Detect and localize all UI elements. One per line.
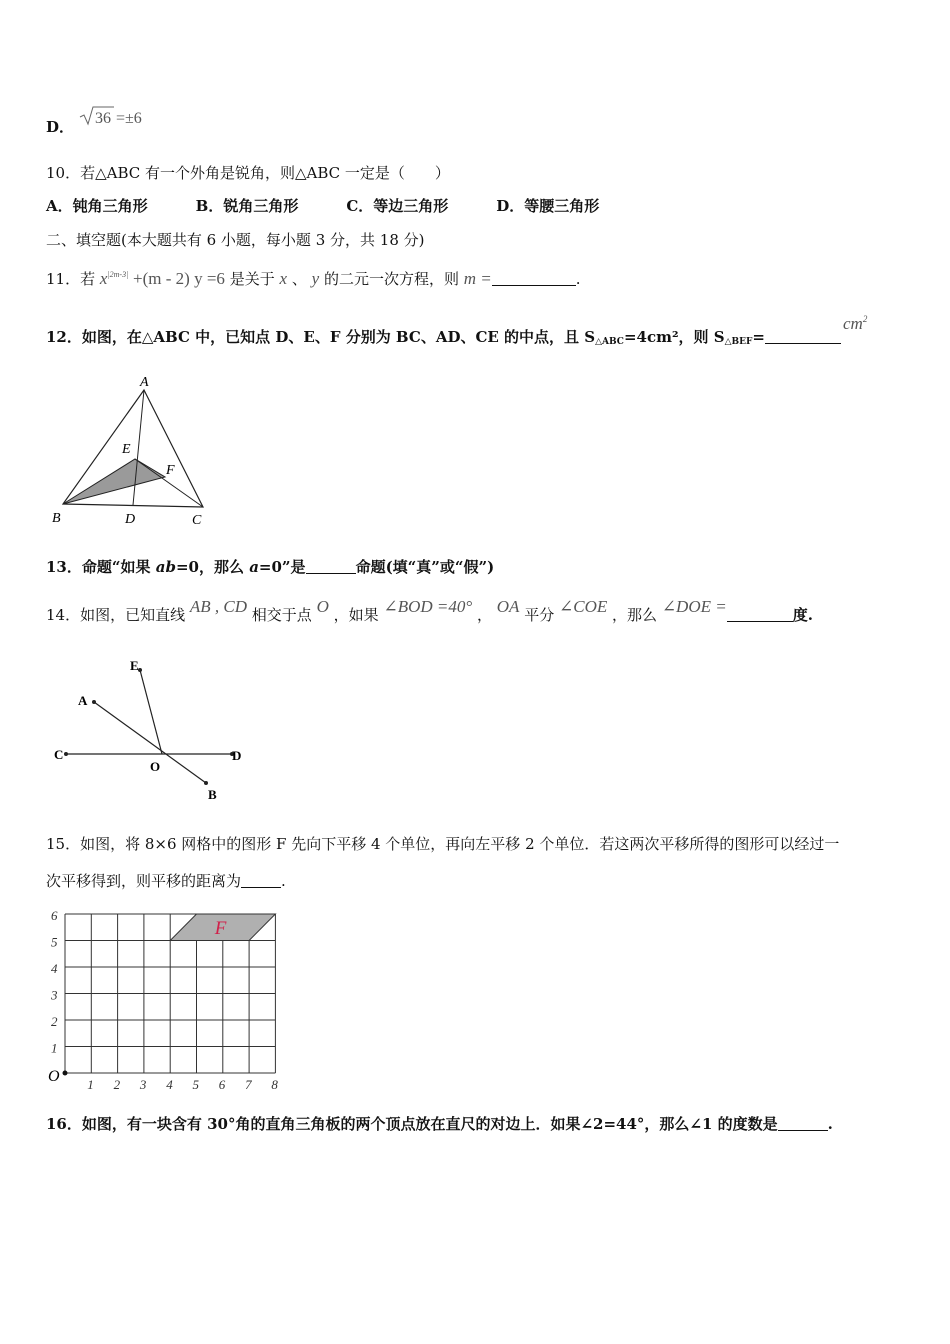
radicand: 36 [95, 110, 111, 127]
q14-lines: AB , CD [189, 597, 248, 616]
triangle-abc [63, 390, 203, 507]
label-a: A [140, 375, 149, 390]
q11-exponent: |2m-3| [107, 270, 129, 279]
q11-prefix: 11．若 [46, 270, 96, 288]
x-tick-label: 8 [271, 1077, 278, 1090]
q14-figure [46, 650, 256, 809]
q11-x: x [99, 269, 108, 288]
label-f: F [166, 463, 175, 478]
q14-angle-doe: ∠DOE = [661, 597, 727, 616]
q10-option-c: C．等边三角形 [346, 197, 449, 215]
q14-suffix: 度. [792, 606, 813, 624]
q14-answer-blank[interactable] [727, 607, 793, 622]
grid-8x6 [40, 895, 290, 1090]
x-tick-label: 5 [192, 1077, 199, 1090]
ray-oe [140, 670, 162, 754]
y-tick-label: 2 [51, 1014, 58, 1029]
q16-answer-blank[interactable] [778, 1116, 828, 1131]
q10-options [46, 195, 599, 216]
q12-sub-bef: △BEF [724, 337, 753, 347]
q10-option-d: D．等腰三角形 [496, 197, 600, 215]
q12-unit [843, 314, 867, 334]
q13-text-d: 命题(填“真”或“假”) [355, 558, 495, 576]
y-tick-label: 3 [51, 987, 58, 1003]
segment-ad [133, 390, 144, 505]
q14-angle-coe: ∠COE [558, 597, 608, 616]
q14-prefix: 14．如图，已知直线 [46, 606, 186, 624]
q16-end: . [827, 1115, 833, 1133]
triangle-figure [46, 370, 221, 530]
y-tick-label: 5 [51, 934, 58, 950]
origin-label: O [48, 1068, 60, 1085]
q12-stem [46, 326, 841, 347]
q14-bisect: 平分 [524, 606, 555, 624]
q14-mid2: ，如果 [333, 606, 379, 624]
q12-unit-text: cm [843, 314, 863, 333]
label-c: C [192, 513, 202, 528]
label-a: A [78, 693, 88, 708]
label-e: E [130, 658, 139, 673]
q12-answer-blank[interactable] [765, 329, 841, 344]
point-c [64, 752, 68, 756]
q13-text-b: =0，那么 [175, 558, 250, 576]
section2-heading: 二、填空题(本大题共有 6 小题，每小题 3 分，共 18 分) [46, 231, 425, 249]
y-tick-label: 6 [51, 908, 58, 923]
x-axis-ticks [87, 1077, 278, 1090]
y-tick-label: 4 [51, 961, 58, 976]
label-b: B [208, 787, 217, 802]
q15-line2-text: 次平移得到，则平移的距离为 [46, 872, 242, 890]
x-tick-label: 6 [218, 1077, 226, 1090]
q15-line2 [46, 870, 286, 891]
q12-text-c: = [752, 328, 765, 346]
label-o: O [150, 759, 161, 774]
label-e: E [122, 442, 131, 457]
label-b: B [52, 511, 61, 526]
q14-mid3: ，那么 [612, 606, 658, 624]
q12-text-a: 12．如图，在△ABC 中，已知点 D、E、F 分别为 BC、AD、CE 的中点，且 S [46, 328, 596, 346]
q12-figure [46, 370, 221, 534]
q9-option-d-expression [78, 104, 158, 132]
q11-m-eq: m = [463, 269, 492, 288]
q16 [46, 1113, 833, 1134]
q12-text-b: =4cm²，则 S [623, 328, 725, 346]
q14-mid1: 相交于点 [251, 606, 312, 624]
q10-option-a: A．钝角三角形 [46, 197, 148, 215]
x-tick-label: 2 [113, 1077, 121, 1090]
label-d: D [232, 748, 242, 763]
intersecting-lines-figure [46, 650, 256, 805]
q10-option-b: B．锐角三角形 [195, 197, 299, 215]
q14-point: O [316, 597, 329, 616]
q15-line1: 15．如图，将 8×6 网格中的图形 F 先向下平移 4 个单位，再向左平移 2 个单位．若这两次平移所得的图形可以经过一 [46, 835, 840, 853]
point-a [92, 700, 96, 704]
x-tick-label: 1 [87, 1077, 94, 1090]
q11-sep: 、 [291, 270, 307, 288]
q15-end: . [281, 872, 286, 890]
q11-end: . [575, 270, 581, 288]
q15-grid-figure [40, 895, 290, 1094]
q11-var-y: y [311, 269, 320, 288]
q13-text-a: 13．命题“如果 [46, 558, 156, 576]
q11 [46, 258, 581, 296]
y-tick-label: 1 [51, 1040, 58, 1056]
q12-sub-abc: △ABC [595, 337, 624, 347]
q14-comma: ， [476, 606, 492, 624]
q12-unit-power: 2 [862, 314, 868, 324]
expression-rhs: =±6 [116, 110, 142, 127]
q13 [46, 556, 494, 577]
q11-suffix: 的二元一次方程，则 [323, 270, 459, 288]
shape-f-label: F [214, 917, 227, 939]
q16-text: 16．如图，有一块含有 30°角的直角三角板的两个顶点放在直尺的对边上．如果∠2=44°，那么∠1 的度数是 [46, 1115, 778, 1133]
point-b [204, 781, 208, 785]
q10-stem: 10．若△ABC 有一个外角是锐角，则△ABC 一定是（ ） [46, 164, 450, 182]
q11-var-x: x [279, 269, 288, 288]
label-c: C [54, 747, 64, 762]
origin-dot [63, 1071, 68, 1076]
q11-term: +(m - 2) y =6 [133, 269, 225, 288]
q13-answer-blank[interactable] [306, 559, 356, 574]
x-tick-label: 4 [166, 1077, 173, 1090]
q14-angle-bod: ∠BOD =40° [383, 597, 473, 616]
q14 [46, 588, 813, 634]
q13-a: a [249, 558, 259, 576]
q14-oa: OA [496, 597, 520, 616]
q9-option-d-label: D． [46, 118, 75, 136]
q13-ab: ab [155, 558, 176, 576]
q11-answer-blank[interactable] [492, 271, 576, 286]
sqrt-expression [78, 104, 158, 128]
label-d: D [125, 512, 136, 527]
x-tick-label: 7 [245, 1077, 252, 1090]
q15-answer-blank[interactable] [241, 873, 281, 888]
y-axis-ticks [50, 908, 58, 1056]
x-tick-label: 3 [139, 1077, 147, 1090]
q13-text-c: =0”是 [258, 558, 306, 576]
q11-mid: 是关于 [229, 270, 275, 288]
